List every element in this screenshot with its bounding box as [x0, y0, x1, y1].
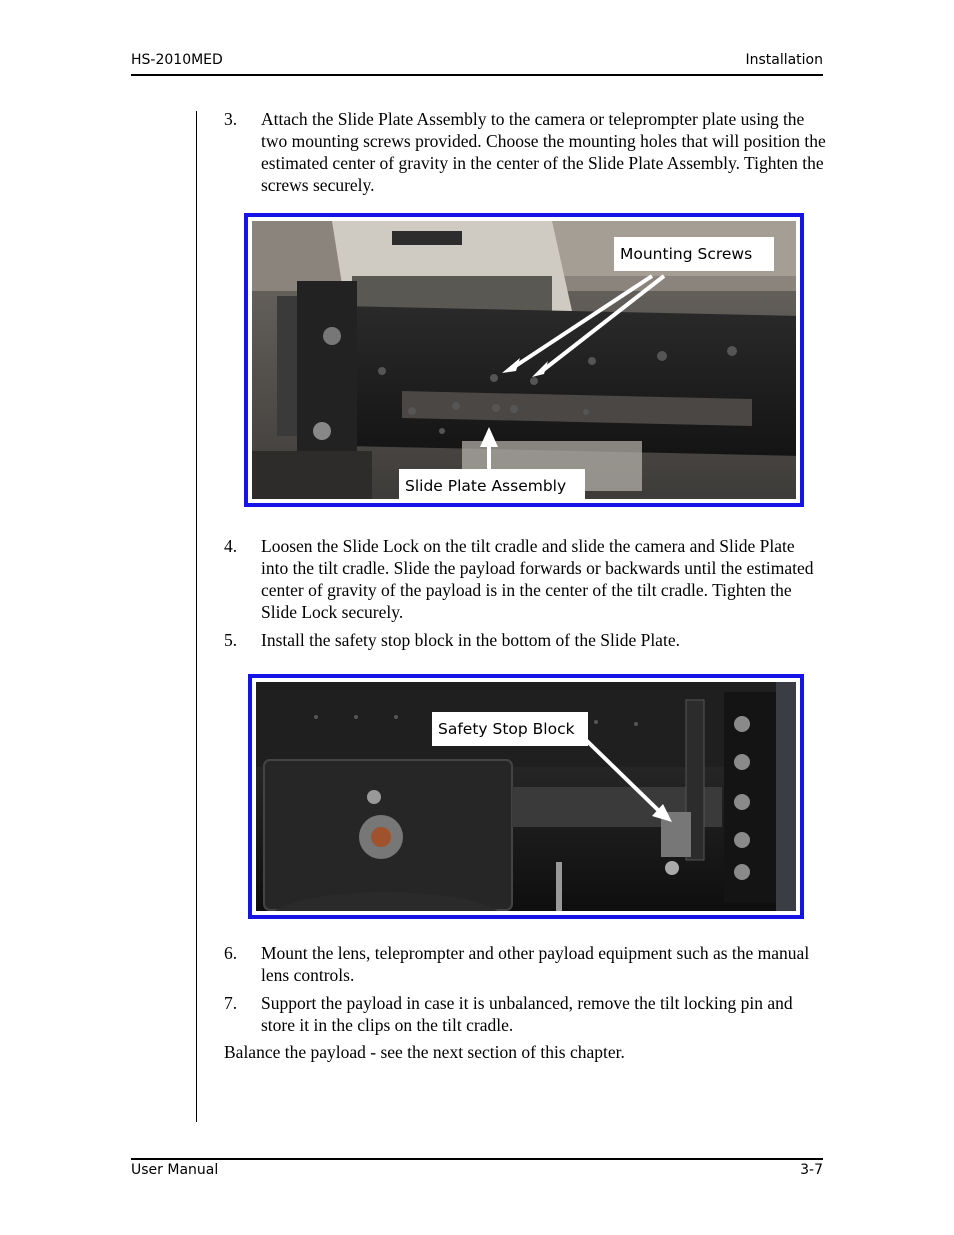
step-4: [224, 535, 826, 625]
footer-rule: [131, 1158, 823, 1160]
step-text: Install the safety stop block in the bottom of the Slide Plate.: [261, 630, 680, 650]
closing-paragraph: Balance the payload - see the next section of this chapter.: [224, 1042, 625, 1062]
step-3: [224, 108, 826, 198]
figure-slide-plate-photo: [244, 213, 804, 507]
step-7: [224, 992, 826, 1036]
figure-safety-stop-photo: [248, 674, 804, 919]
step-number: 5.: [224, 630, 238, 650]
step-6: [224, 942, 826, 986]
step-5: [224, 629, 826, 651]
page-number: 3-7: [800, 1162, 823, 1178]
callout-mounting-screws: Mounting Screws: [614, 237, 774, 271]
step-text: Mount the lens, teleprompter and other payload equipment such as the manual lens controls.: [261, 943, 810, 985]
header-rule: [131, 74, 823, 76]
margin-rule: [196, 111, 197, 1122]
header-right: Installation: [745, 52, 823, 68]
photo-safety-stop: [256, 682, 796, 911]
callout-safety-stop-block: Safety Stop Block: [432, 712, 588, 746]
photo-slide-plate: [252, 221, 796, 499]
step-text: Support the payload in case it is unbalanced, remove the tilt locking pin and store it in the clips on the tilt cradle.: [261, 993, 793, 1035]
footer-left: User Manual: [131, 1162, 219, 1178]
step-text: Loosen the Slide Lock on the tilt cradle and slide the camera and Slide Plate into the tilt cradle. Slide the payload forwards or backwards until the estimated center of gravity of the payload is in the center of the tilt cradle. Tighten the Slide Lock securely.: [261, 536, 814, 622]
step-number: 4.: [224, 536, 238, 556]
step-number: 6.: [224, 943, 238, 963]
step-number: 7.: [224, 993, 238, 1013]
header-left: HS-2010MED: [131, 52, 223, 68]
callout-slide-plate-assembly: Slide Plate Assembly: [399, 469, 585, 499]
step-number: 3.: [224, 109, 238, 129]
step-text: Attach the Slide Plate Assembly to the camera or teleprompter plate using the two mounting screws provided. Choose the mounting holes that will position the estimated center of gravity in the center of the Slide Plate Assembly. Tighten the screws securely.: [261, 109, 826, 195]
